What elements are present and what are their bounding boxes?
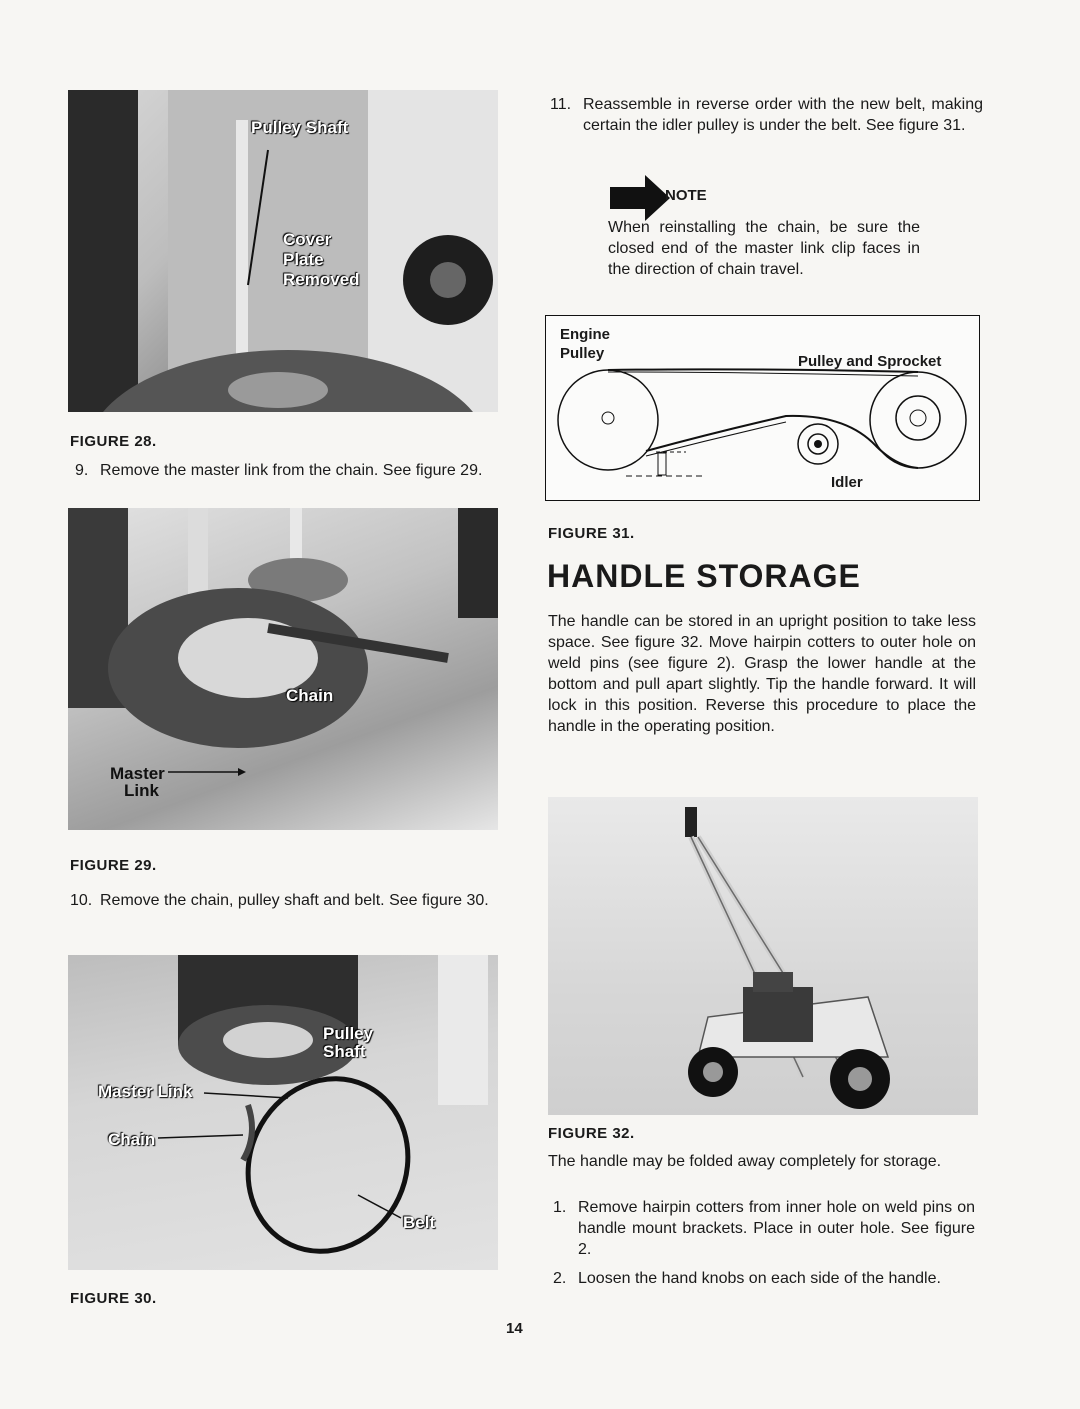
step-9-number: 9. (75, 462, 89, 479)
storage-step-1-text: Remove hairpin cotters from inner hole on weld pins on handle mount brackets. Place in outer hole. See figure 2. (578, 1199, 975, 1258)
figure-30-arrows (68, 955, 498, 1270)
figure-28-caption: FIGURE 28. (70, 433, 157, 450)
storage-step-1-number: 1. (553, 1199, 567, 1216)
step-11-text: Reassemble in reverse order with the new belt, making certain the idler pulley is under the belt. See figure 31. (583, 96, 983, 134)
handle-storage-paragraph: The handle can be stored in an upright position to take less space. See figure 32. Move hairpin cotters to outer hole on weld pins (see figure 2). Grasp the lower handle at the bottom and pull apart slightly. Tip the handle forward. It will lock in this position. Reverse this procedure to place the handle in the operating position. (548, 613, 976, 735)
belt-label: Belt (403, 1213, 436, 1232)
master-link-arrow (68, 508, 498, 830)
section-title: HANDLE STORAGE (547, 558, 861, 594)
pulley-shaft-label: Pulley Shaft (251, 118, 349, 137)
pulley-and-sprocket-label: Pulley and Sprocket (798, 353, 942, 370)
master-link-label: Master Link (98, 1082, 193, 1101)
link-label: Link (124, 781, 159, 800)
pulley-shaft-label-30: Pulley Shaft (323, 1024, 374, 1061)
step-10-number: 10. (70, 892, 93, 909)
engine-label: Engine (560, 326, 611, 343)
page-number: 14 (506, 1320, 523, 1337)
note-block (580, 175, 920, 300)
pulley-label: Pulley (560, 345, 605, 362)
figure-29-caption: FIGURE 29. (70, 857, 157, 874)
master-label: Master (110, 764, 165, 783)
figure-31-caption: FIGURE 31. (548, 525, 635, 542)
step-11-number: 11. (550, 96, 572, 113)
step-9-text: Remove the master link from the chain. See figure 29. (100, 462, 483, 479)
storage-step-2 (553, 1268, 978, 1313)
step-10-text: Remove the chain, pulley shaft and belt. See figure 30. (100, 892, 489, 909)
figure-32-photo (548, 797, 978, 1115)
figure-32-illustration (548, 797, 978, 1115)
fold-away-paragraph: The handle may be folded away completely for storage. (548, 1153, 942, 1170)
note-heading: NOTE (665, 187, 707, 204)
figure-28-photo (68, 90, 498, 412)
belt-drive-illustration (546, 316, 979, 500)
chain-label-30: Chain (108, 1130, 156, 1149)
figure-30-caption: FIGURE 30. (70, 1290, 157, 1307)
cover-plate-removed-label: Cover Plate Removed (283, 230, 360, 289)
idler-label: Idler (831, 474, 863, 491)
note-text: When reinstalling the chain, be sure the closed end of the master link clip faces in the direction of chain travel. (608, 219, 920, 278)
storage-step-2-text: Loosen the hand knobs on each side of the handle. (578, 1270, 941, 1287)
chain-label: Chain (286, 686, 334, 705)
figure-30-photo (68, 955, 498, 1270)
figure-29-photo (68, 508, 498, 830)
storage-step-1 (553, 1197, 978, 1267)
figure-31-diagram (545, 315, 980, 501)
storage-step-2-number: 2. (553, 1270, 567, 1287)
figure-32-caption: FIGURE 32. (548, 1125, 635, 1142)
